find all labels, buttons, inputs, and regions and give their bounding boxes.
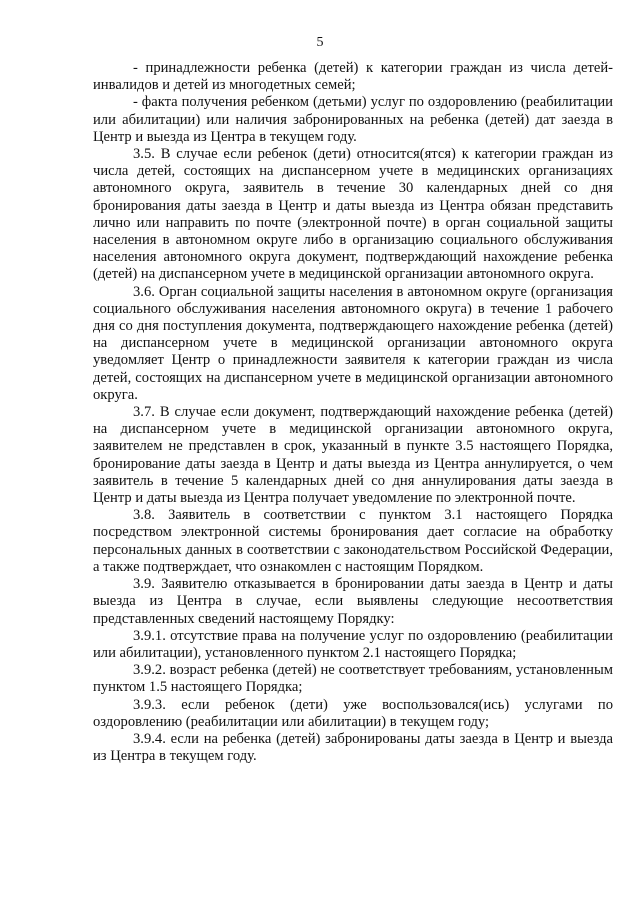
paragraph-3-7: 3.7. В случае если документ, подтверждающий нахождение ребенка (детей) на диспансерном учете в медицинской организации автономного округа, заявителем не представлен в срок, указанный в пункте 3.5 настоящего Порядка, бронирование даты заезда в Центр и даты выезда из Центра аннулируется, о чем заявитель в течение 5 календарных дней со дня аннулирования даты заезда в Центр и даты выезда из Центра получает уведомление по электронной почте. bbox=[93, 404, 613, 507]
document-body bbox=[93, 60, 613, 765]
paragraph-3-9-4: 3.9.4. если на ребенка (детей) забронированы даты заезда в Центр и выезда из Центра в текущем году. bbox=[93, 730, 613, 765]
paragraph-3-9-1: 3.9.1. отсутствие права на получение услуг по оздоровлению (реабилитации или абилитации), установленного пунктом 2.1 настоящего Порядка; bbox=[93, 627, 613, 661]
paragraph-3-9-3: 3.9.3. если ребенок (дети) уже воспользовался(ись) услугами по оздоровлению (реабилитации или абилитации) в текущем году; bbox=[93, 696, 613, 730]
paragraph-3-9: 3.9. Заявителю отказывается в бронировании даты заезда в Центр и даты выезда из Центра в случае, если выявлены следующие несоответствия представленных сведений настоящему Порядку: bbox=[93, 576, 613, 627]
paragraph-services-received: - факта получения ребенком (детьми) услуг по оздоровлению (реабилитации или абилитации) или наличия забронированных на ребенка (детей) дат заезда в Центр и выезда из Центра в текущем году. bbox=[93, 94, 613, 145]
page-number: 5 bbox=[316, 35, 324, 50]
paragraph-3-9-2: 3.9.2. возраст ребенка (детей) не соответствует требованиям, установленным пунктом 1.5 настоящего Порядка; bbox=[93, 662, 613, 696]
paragraph-affiliation-large-families: - принадлежности ребенка (детей) к категории граждан из числа детей-инвалидов и детей из многодетных семей; bbox=[93, 60, 613, 94]
paragraph-3-8: 3.8. Заявитель в соответствии с пунктом 3.1 настоящего Порядка посредством электронной системы бронирования дает согласие на обработку персональных данных в соответствии с законодательством Российской Федерации, а также подтверждает, что ознакомлен с настоящим Порядком. bbox=[93, 507, 613, 575]
paragraph-3-5: 3.5. В случае если ребенок (дети) относится(ятся) к категории граждан из числа детей, состоящих на диспансерном учете в медицинских организациях автономного округа, заявитель в течение 30 календарных дней со дня бронирования даты заезда в Центр и даты выезда из Центра обязан представить лично или направить по почте (электронной почте) в орган социальной защиты населения в автономном округе либо в организацию социального обслуживания населения автономного округа документ, подтверждающий нахождение ребенка (детей) на диспансерном учете в медицинской организации автономного округа. bbox=[93, 146, 613, 283]
paragraph-3-6: 3.6. Орган социальной защиты населения в автономном округе (организация социального обслуживания населения автономного округа) в течение 1 рабочего дня со дня поступления документа, подтверждающего нахождение ребенка (детей) на диспансерном учете в медицинской организации автономного округа уведомляет Центр о принадлежности заявителя к категории граждан из числа детей, состоящих на диспансерном учете в медицинской организации автономного округа. bbox=[93, 283, 613, 403]
